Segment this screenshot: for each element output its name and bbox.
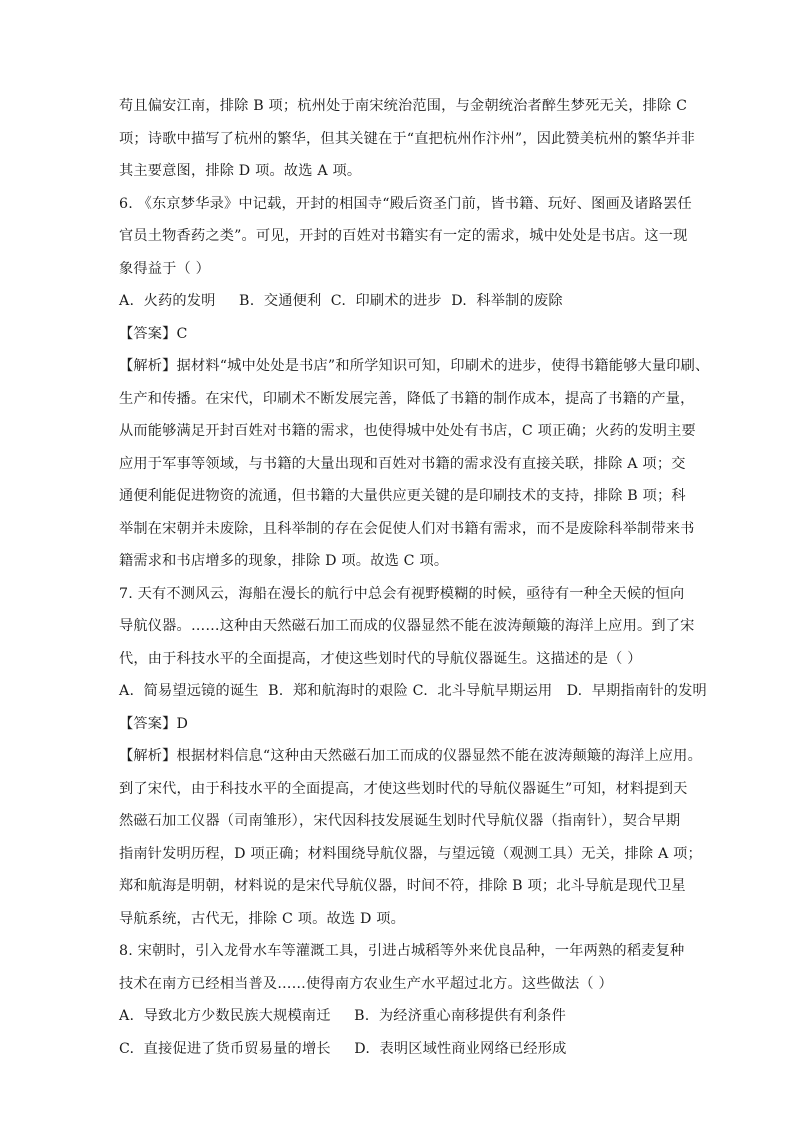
text-line: 其主要意图，排除 D 项。故选 A 项。 [119, 163, 362, 179]
text-line: 举制在宋朝并未废除，且科举制的存在会促使人们对书籍有需求，而不是废除科举制带来书 [119, 520, 695, 537]
question-8-stem: 8. 宋朝时，引入龙骨水车等灌溉工具，引进占城稻等外来优良品种，一年两熟的稻麦复种 [119, 943, 685, 959]
question-6-answer: 【答案】C [119, 325, 188, 342]
question-7-answer: 【答案】D [119, 715, 189, 732]
text-line: 技术在南方已经相当普及……使得南方农业生产水平超过北方。这些做法（ ） [119, 975, 613, 992]
text-line: 官员土物香药之类”。可见，开封的百姓对书籍实有一定的需求，城中处处是书店。这一现 [119, 228, 688, 244]
text-line: 象得益于（ ） [119, 260, 211, 277]
text-line: 从而能够满足开封百姓对书籍的需求，也使得城中处处有书店，C 项正确；火药的发明主要 [119, 423, 696, 439]
question-7-stem: 7. 天有不测风云，海船在漫长的航行中总会有视野模糊的时候，亟待有一种全天候的恒向 [119, 585, 685, 602]
question-8-options-cd: C. 直接促进了货币贸易量的增长 D. 表明区域性商业网络已经形成 [119, 1040, 567, 1057]
text-line: 导航系统，古代无，排除 C 项。故选 D 项。 [119, 910, 406, 927]
question-6-options: A. 火药的发明 B. 交通便利 C. 印刷术的进步 D. 科举制的废除 [119, 293, 563, 309]
text-line: 苟且偏安江南，排除 B 项；杭州处于南宋统治范围，与金朝统治者醉生梦死无关，排除 C [119, 98, 688, 114]
document-page [119, 96, 710, 1071]
text-line: 代，由于科技水平的全面提高，才使这些划时代的导航仪器诞生。这描述的是（ ） [119, 650, 642, 667]
text-line: 指南针发明历程，D 项正确；材料围绕导航仪器，与望远镜（观测工具）无关，排除 A 项； [119, 845, 702, 862]
text-line: 应用于军事等领域，与书籍的大量出现和百姓对书籍的需求没有直接关联，排除 A 项；交 [119, 455, 686, 472]
text-line: 郑和航海是明朝，材料说的是宋代导航仪器，时间不符，排除 B 项；北斗导航是现代卫星 [119, 878, 686, 894]
text-line: 项；诗歌中描写了杭州的繁华，但其关键在于“直把杭州作汴州”，因此赞美杭州的繁华并非 [119, 130, 696, 147]
text-line: 导航仪器。……这种由天然磁石加工而成的仪器显然不能在波涛颠簸的海洋上应用。到了宋 [119, 618, 695, 634]
text-line: 籍需求和书店增多的现象，排除 D 项。故选 C 项。 [119, 553, 449, 569]
question-8-options-ab: A. 导致北方少数民族大规模南迁 B. 为经济重心南移提供有利条件 [119, 1008, 566, 1024]
text-line: 通便利能促进物资的流通，但书籍的大量供应更关键的是印刷技术的支持，排除 B 项；科 [119, 488, 686, 504]
question-6-analysis: 【解析】据材料“城中处处是书店”和所学知识可知，印刷术的进步，使得书籍能够大量印刷、 [119, 358, 710, 374]
question-7-analysis: 【解析】根据材料信息“这种由天然磁石加工而成的仪器显然不能在波涛颠簸的海洋上应用。 [119, 748, 702, 764]
text-line: 到了宋代，由于科技水平的全面提高，才使这些划时代的导航仪器诞生”可知，材料提到天 [119, 780, 688, 797]
question-6-stem: 6. 《东京梦华录》中记载，开封的相国寺“殿后资圣门前，皆书籍、玩好、图画及诸路罢任 [119, 195, 692, 212]
text-line: 生产和传播。在宋代，印刷术不断发展完善，降低了书籍的制作成本，提高了书籍的产量， [119, 390, 695, 407]
question-7-options: A. 简易望远镜的诞生 B. 郑和航海时的艰险 C. 北斗导航早期运用 D. 早期指南针的发明 [119, 683, 707, 699]
text-line: 然磁石加工仪器（司南雏形），宋代因科技发展诞生划时代导航仪器（指南针），契合早期 [119, 813, 681, 829]
